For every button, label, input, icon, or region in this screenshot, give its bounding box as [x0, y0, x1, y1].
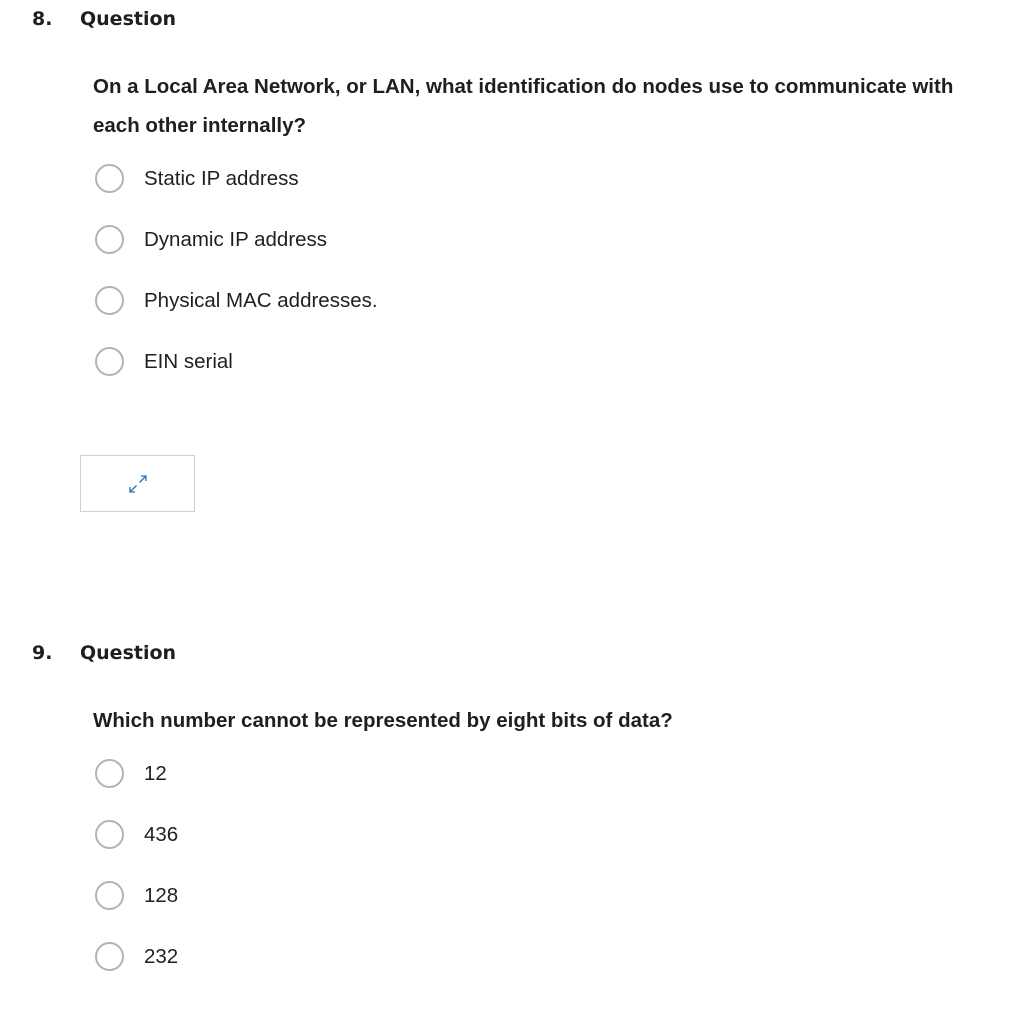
- answer-option-static-ip[interactable]: [95, 164, 795, 225]
- question-title: Question: [80, 8, 177, 30]
- radio-button[interactable]: [95, 942, 124, 971]
- radio-button[interactable]: [95, 225, 124, 254]
- option-label: 12: [144, 762, 167, 785]
- question-title: Question: [80, 642, 177, 664]
- answer-option-128[interactable]: [95, 881, 795, 942]
- question-number: 8.: [32, 8, 53, 30]
- radio-button[interactable]: [95, 820, 124, 849]
- question-prompt: On a Local Area Network, or LAN, what identification do nodes use to communicate with each other internally?: [93, 75, 954, 137]
- option-label: Dynamic IP address: [144, 228, 328, 251]
- answer-option-mac-address[interactable]: [95, 286, 795, 347]
- radio-button[interactable]: [95, 759, 124, 788]
- option-label: Static IP address: [144, 167, 299, 190]
- answer-option-12[interactable]: [95, 759, 795, 820]
- radio-button[interactable]: [95, 347, 124, 376]
- answer-options: [95, 759, 795, 1003]
- radio-button[interactable]: [95, 881, 124, 910]
- question-number: 9.: [32, 642, 53, 664]
- answer-option-ein-serial[interactable]: [95, 347, 795, 408]
- radio-button[interactable]: [95, 286, 124, 315]
- option-label: Physical MAC addresses.: [144, 289, 378, 312]
- question-prompt: Which number cannot be represented by eight bits of data?: [93, 709, 673, 732]
- answer-option-dynamic-ip[interactable]: [95, 225, 795, 286]
- answer-option-436[interactable]: [95, 820, 795, 881]
- question-header: [32, 640, 176, 666]
- option-label: 436: [144, 823, 179, 846]
- answer-options: [95, 164, 795, 408]
- question-header: [32, 6, 176, 32]
- radio-button[interactable]: [95, 164, 124, 193]
- option-label: 128: [144, 884, 179, 907]
- expand-arrows-icon: [125, 471, 151, 497]
- option-label: EIN serial: [144, 350, 233, 373]
- expand-image-button[interactable]: [80, 455, 195, 512]
- option-label: 232: [144, 945, 179, 968]
- answer-option-232[interactable]: [95, 942, 795, 1003]
